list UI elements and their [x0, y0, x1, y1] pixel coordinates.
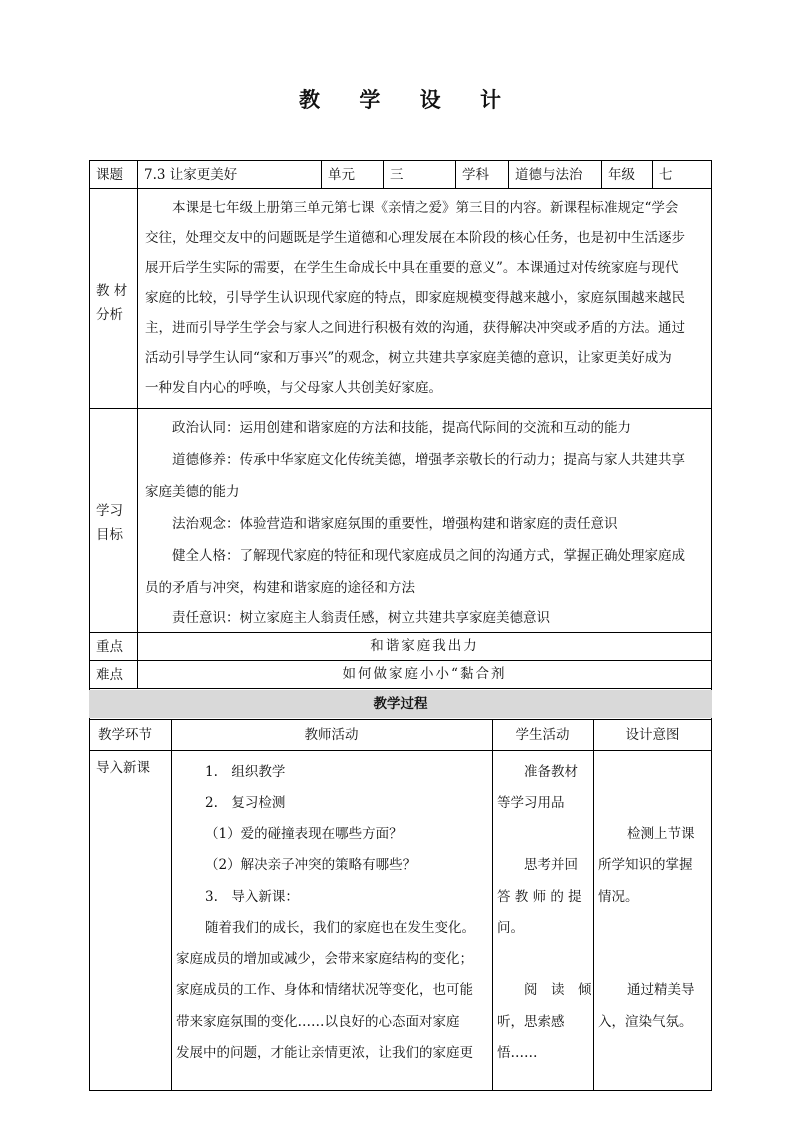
teacher-line: （2）解决亲子冲突的策略有哪些？	[205, 857, 417, 873]
document-title: 教 学 设 计	[299, 88, 517, 112]
student-line: 思考并回	[524, 857, 578, 873]
xueke-label: 学科	[462, 167, 489, 183]
col-header-intent: 设计意图	[625, 727, 680, 743]
jiaocai-line: 家庭的比较，引导学生认识现代家庭的特点，即家庭规模变得越来越小，家庭氛围越来越民	[145, 290, 685, 306]
teacher-line: 家庭成员的增加或减少，会带来家庭结构的变化；	[176, 951, 473, 967]
student-line: 听，思索感	[497, 1014, 565, 1030]
teacher-line: 带来家庭氛围的变化……以良好的心态面对家庭	[176, 1014, 460, 1030]
jiaocai-label-2: 分析	[96, 307, 123, 323]
teacher-line: （1）爱的碰撞表现在哪些方面？	[205, 826, 403, 842]
danyuan-label: 单元	[328, 167, 355, 183]
mubiao-line: 责任意识：树立家庭主人翁责任感，树立共建共享家庭美德意识	[172, 610, 550, 626]
jiaocai-line: 本课是七年级上册第三单元第七课《亲情之爱》第三目的内容。新课程标准规定“学会	[172, 200, 679, 216]
nandian-text: 如何做家庭小小“黏合剂	[342, 666, 507, 682]
mubiao-line: 健全人格：了解现代家庭的特征和现代家庭成员之间的沟通方式，掌握正确处理家庭成	[172, 548, 685, 564]
jiaocai-line: 展开后学生实际的需要，在学生生命成长中具在重要的意义”。本课通过对传统家庭与现代	[145, 260, 679, 276]
student-line: 答 教 师 的 提	[497, 889, 582, 905]
col-header-stage: 教学环节	[98, 727, 152, 743]
mubiao-label-2: 目标	[96, 527, 123, 543]
mubiao-line: 家庭美德的能力	[145, 484, 240, 500]
danyuan-value: 三	[390, 167, 404, 183]
teacher-line: 3. 导入新课：	[205, 889, 299, 905]
student-line: 悟……	[497, 1045, 538, 1061]
teacher-line: 2. 复习检测	[205, 795, 286, 811]
zhongdian-text: 和谐家庭我出力	[370, 638, 479, 654]
teacher-line: 1. 组织教学	[205, 764, 286, 780]
student-line: 准备教材	[524, 764, 578, 780]
intent-line: 情况。	[598, 889, 639, 905]
mubiao-line: 员的矛盾与冲突，构建和谐家庭的途径和方法	[145, 580, 415, 596]
intent-line: 所学知识的掌握	[598, 857, 693, 873]
nianji-label: 年级	[608, 167, 635, 183]
col-header-teacher: 教师活动	[304, 727, 359, 743]
stage-name: 导入新课	[96, 760, 150, 776]
jiaocai-line: 一种发自内心的呼唤，与父母家人共创美好家庭。	[145, 380, 442, 396]
mubiao-label-1: 学习	[96, 503, 123, 519]
intent-line: 入，渲染气氛。	[598, 1014, 693, 1030]
zhongdian-label: 重点	[96, 639, 123, 655]
jiaocai-line: 活动引导学生认同“家和万事兴”的观念，树立共建共享家庭美德的意识，让家更美好成为	[145, 350, 672, 366]
nandian-label: 难点	[96, 667, 123, 683]
process-title: 教学过程	[373, 696, 428, 712]
keti-value: 7.3 让家更美好	[144, 167, 238, 183]
nianji-value: 七	[659, 167, 673, 183]
intent-line: 通过精美导	[627, 982, 695, 998]
teacher-line: 发展中的问题，才能让亲情更浓，让我们的家庭更	[176, 1045, 473, 1061]
mubiao-line: 法治观念：体验营造和谐家庭氛围的重要性，增强构建和谐家庭的责任意识	[172, 516, 618, 532]
jiaocai-line: 交往，处理交友中的问题既是学生道德和心理发展在本阶段的核心任务，也是初中生活逐步	[145, 230, 685, 246]
mubiao-line: 政治认同：运用创建和谐家庭的方法和技能，提高代际间的交流和互动的能力	[172, 420, 631, 436]
jiaocai-label-1: 教 材	[96, 283, 128, 299]
teacher-line: 家庭成员的工作、身体和情绪状况等变化，也可能	[176, 982, 473, 998]
col-header-student: 学生活动	[515, 727, 570, 743]
mubiao-line: 道德修养：传承中华家庭文化传统美德，增强孝亲敬长的行动力；提高与家人共建共享	[172, 452, 685, 468]
student-line: 阅 读 倾	[524, 982, 592, 998]
teacher-line: 随着我们的成长，我们的家庭也在发生变化。	[205, 920, 475, 936]
xueke-value: 道德与法治	[515, 167, 583, 183]
student-line: 等学习用品	[497, 795, 565, 811]
student-line: 问。	[497, 920, 524, 936]
keti-label: 课题	[96, 167, 123, 183]
jiaocai-line: 主，进而引导学生学会与家人之间进行积极有效的沟通，获得解决冲突或矛盾的方法。通过	[145, 320, 685, 336]
intent-line: 检测上节课	[627, 826, 695, 842]
